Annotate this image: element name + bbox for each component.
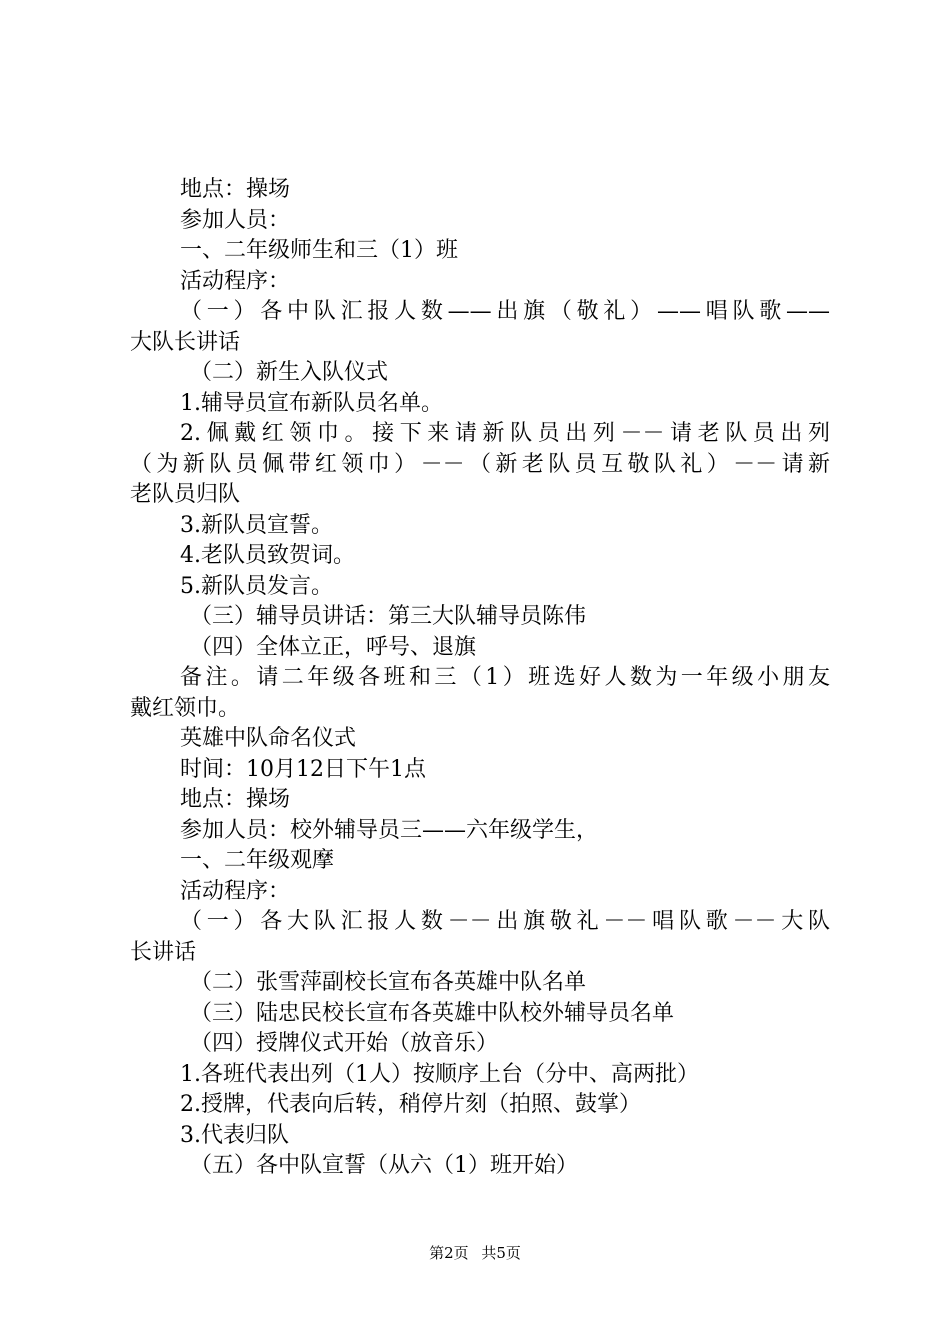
text-line: （三）辅导员讲话：第三大队辅导员陈伟 [190,604,587,629]
page-footer [0,1243,950,1263]
text-line: 大队长讲话 [130,329,241,355]
text-line: 5.新队员发言。 [180,573,333,599]
text-line: 地点：操场 [180,787,291,812]
text-line: 长讲话 [130,939,197,965]
text-line: 一、二年级师生和三（1）班 [180,238,458,263]
text-line: 老队员归队 [130,482,241,507]
page-total: 共5页 [481,1244,521,1262]
text-line: （四）全体立正，呼号、退旗 [190,634,477,660]
text-line: 1.辅导员宣布新队员名单。 [180,390,443,416]
text-line: 地点：操场 [180,177,291,202]
text-line: 戴红领巾。 [130,695,241,721]
text-line: 英雄中队命名仪式 [180,726,357,751]
text-line: 2.授牌，代表向后转，稍停片刻（拍照、鼓掌） [180,1092,641,1117]
page-number: 第2页 [429,1244,469,1262]
text-line: （三）陆忠民校长宣布各英雄中队校外辅导员名单 [190,1000,675,1026]
text-line: 1.各班代表出列（1人）按顺序上台（分中、高两批） [180,1061,699,1087]
text-line: （四）授牌仪式开始（放音乐） [190,1031,499,1056]
text-line: （为新队员佩带红领巾）－－（新老队员互敬队礼）－－请新 [130,451,830,477]
text-line: （一）各中队汇报人数——出旗（敬礼）——唱队歌—— [180,299,830,324]
text-line: 时间：10月12日下午1点 [180,756,426,782]
text-line: （一）各大队汇报人数－－出旗敬礼－－唱队歌－－大队 [180,909,830,934]
text-line: （五）各中队宣誓（从六（1）班开始） [190,1153,578,1178]
text-line: 参加人员：校外辅导员三——六年级学生， [180,817,599,843]
text-line: 3.新队员宣誓。 [180,512,333,538]
text-line: 活动程序： [180,268,291,294]
text-line: （二）新生入队仪式 [190,360,389,385]
document-body [130,175,830,1182]
text-line: 3.代表归队 [180,1122,289,1148]
text-line: 一、二年级观摩 [180,848,335,873]
text-line: 4.老队员致贺词。 [180,543,355,568]
text-line: （二）张雪萍副校长宣布各英雄中队名单 [190,970,587,995]
text-line: 活动程序： [180,878,291,904]
text-line: 备注。请二年级各班和三（1）班选好人数为一年级小朋友 [180,665,830,690]
text-line: 2.佩戴红领巾。接下来请新队员出列－－请老队员出列 [180,421,830,446]
text-line: 参加人员： [180,207,291,233]
